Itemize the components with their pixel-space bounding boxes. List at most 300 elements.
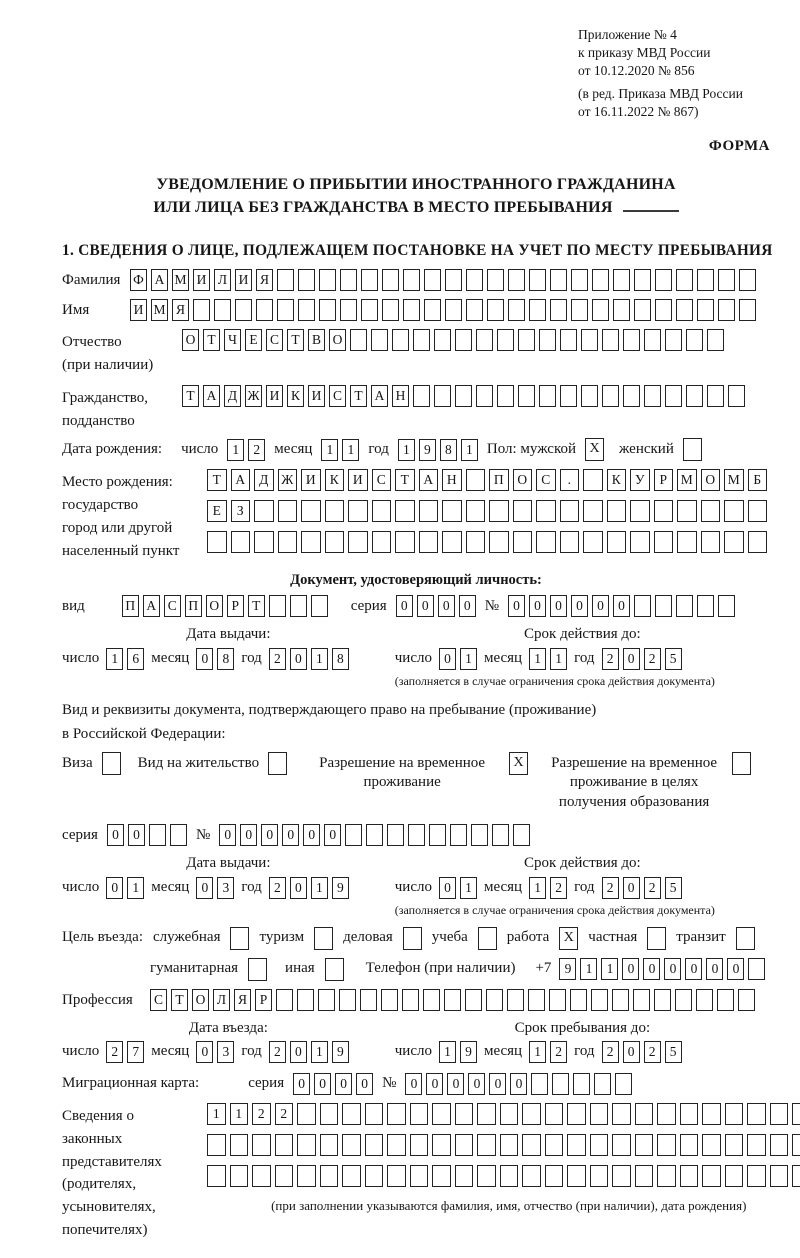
form-cell[interactable]: 2 <box>602 877 619 899</box>
form-cell[interactable] <box>432 1165 451 1187</box>
form-cell[interactable]: Д <box>224 385 241 407</box>
form-cell[interactable]: 2 <box>248 439 265 461</box>
form-cell[interactable]: 7 <box>127 1041 144 1063</box>
form-cell[interactable]: 0 <box>727 958 744 980</box>
form-cell[interactable]: С <box>372 469 392 491</box>
form-cell[interactable]: У <box>630 469 650 491</box>
form-cell[interactable]: 6 <box>127 648 144 670</box>
form-cell[interactable] <box>539 329 556 351</box>
form-cell[interactable] <box>466 269 483 291</box>
form-cell[interactable] <box>571 269 588 291</box>
form-cell[interactable]: 0 <box>447 1073 464 1095</box>
form-cell[interactable]: 0 <box>107 824 124 846</box>
form-cell[interactable]: 0 <box>196 1041 213 1063</box>
form-cell[interactable] <box>770 1165 789 1187</box>
form-cell[interactable] <box>697 595 714 617</box>
form-cell[interactable] <box>531 1073 548 1095</box>
form-cell[interactable]: 3 <box>217 877 234 899</box>
form-cell[interactable]: 0 <box>468 1073 485 1095</box>
form-cell[interactable]: 1 <box>439 1041 456 1063</box>
form-cell[interactable]: 0 <box>623 877 640 899</box>
form-cell[interactable]: 0 <box>459 595 476 617</box>
form-cell[interactable] <box>450 824 467 846</box>
form-cell[interactable]: 0 <box>128 824 145 846</box>
form-cell[interactable] <box>325 500 345 522</box>
form-cell[interactable] <box>276 989 293 1011</box>
form-cell[interactable]: Л <box>213 989 230 1011</box>
form-cell[interactable]: 0 <box>623 1041 640 1063</box>
form-cell[interactable] <box>403 269 420 291</box>
form-cell[interactable]: 0 <box>571 595 588 617</box>
form-cell[interactable]: 9 <box>559 958 576 980</box>
form-cell[interactable]: И <box>130 299 147 321</box>
purpose-study-checkbox[interactable] <box>478 927 497 950</box>
form-cell[interactable] <box>536 500 556 522</box>
form-cell[interactable] <box>254 531 274 553</box>
form-cell[interactable]: В <box>308 329 325 351</box>
form-cell[interactable]: 2 <box>269 648 286 670</box>
form-cell[interactable] <box>718 595 735 617</box>
form-cell[interactable]: 2 <box>550 1041 567 1063</box>
form-cell[interactable]: А <box>143 595 160 617</box>
form-cell[interactable] <box>442 500 462 522</box>
form-cell[interactable] <box>365 1134 384 1156</box>
form-cell[interactable]: И <box>308 385 325 407</box>
form-cell[interactable] <box>365 1103 384 1125</box>
form-cell[interactable]: 1 <box>127 877 144 899</box>
form-cell[interactable] <box>696 989 713 1011</box>
form-cell[interactable] <box>207 531 227 553</box>
form-cell[interactable]: 0 <box>664 958 681 980</box>
form-cell[interactable]: 1 <box>311 877 328 899</box>
form-cell[interactable] <box>635 1165 654 1187</box>
form-cell[interactable]: 2 <box>644 648 661 670</box>
form-cell[interactable]: 0 <box>417 595 434 617</box>
form-cell[interactable]: М <box>724 469 744 491</box>
form-cell[interactable] <box>371 329 388 351</box>
form-cell[interactable]: 0 <box>196 877 213 899</box>
form-cell[interactable] <box>522 1103 541 1125</box>
form-cell[interactable] <box>278 500 298 522</box>
form-cell[interactable]: 1 <box>321 439 338 461</box>
form-cell[interactable]: 2 <box>550 877 567 899</box>
form-cell[interactable] <box>724 500 744 522</box>
form-cell[interactable]: К <box>607 469 627 491</box>
form-cell[interactable] <box>319 299 336 321</box>
form-cell[interactable] <box>235 299 252 321</box>
form-cell[interactable]: 0 <box>550 595 567 617</box>
form-cell[interactable] <box>348 531 368 553</box>
form-cell[interactable] <box>252 1134 271 1156</box>
form-cell[interactable] <box>615 1073 632 1095</box>
form-cell[interactable] <box>413 385 430 407</box>
form-cell[interactable]: 1 <box>460 648 477 670</box>
form-cell[interactable]: Ф <box>130 269 147 291</box>
form-cell[interactable] <box>665 385 682 407</box>
form-cell[interactable] <box>320 1165 339 1187</box>
form-cell[interactable]: Т <box>350 385 367 407</box>
form-cell[interactable]: 0 <box>335 1073 352 1095</box>
form-cell[interactable] <box>252 1165 271 1187</box>
form-cell[interactable] <box>413 329 430 351</box>
purpose-other-checkbox[interactable] <box>325 958 344 981</box>
form-cell[interactable] <box>419 531 439 553</box>
form-cell[interactable] <box>513 824 530 846</box>
form-cell[interactable]: Т <box>203 329 220 351</box>
form-cell[interactable]: А <box>203 385 220 407</box>
form-cell[interactable] <box>455 329 472 351</box>
form-cell[interactable] <box>644 329 661 351</box>
form-cell[interactable] <box>676 595 693 617</box>
purpose-tourism-checkbox[interactable] <box>314 927 333 950</box>
form-cell[interactable] <box>434 385 451 407</box>
form-cell[interactable]: Т <box>395 469 415 491</box>
option-visa-checkbox[interactable] <box>102 752 121 775</box>
form-cell[interactable]: 3 <box>217 1041 234 1063</box>
form-cell[interactable] <box>655 595 672 617</box>
form-cell[interactable] <box>445 269 462 291</box>
form-cell[interactable] <box>654 989 671 1011</box>
form-cell[interactable] <box>539 385 556 407</box>
form-cell[interactable]: 0 <box>282 824 299 846</box>
purpose-official-checkbox[interactable] <box>230 927 249 950</box>
form-cell[interactable]: 0 <box>324 824 341 846</box>
form-cell[interactable]: 1 <box>398 439 415 461</box>
form-cell[interactable] <box>492 824 509 846</box>
form-cell[interactable] <box>654 531 674 553</box>
form-cell[interactable]: О <box>329 329 346 351</box>
form-cell[interactable]: Н <box>442 469 462 491</box>
form-cell[interactable]: 1 <box>106 648 123 670</box>
form-cell[interactable] <box>320 1134 339 1156</box>
form-cell[interactable] <box>301 531 321 553</box>
form-cell[interactable] <box>573 1073 590 1095</box>
form-cell[interactable]: Л <box>214 269 231 291</box>
form-cell[interactable]: К <box>325 469 345 491</box>
form-cell[interactable] <box>654 500 674 522</box>
form-cell[interactable]: М <box>172 269 189 291</box>
form-cell[interactable] <box>592 269 609 291</box>
form-cell[interactable]: 1 <box>207 1103 226 1125</box>
form-cell[interactable] <box>655 299 672 321</box>
form-cell[interactable] <box>518 329 535 351</box>
form-cell[interactable] <box>410 1165 429 1187</box>
form-cell[interactable] <box>500 1103 519 1125</box>
form-cell[interactable] <box>612 1165 631 1187</box>
form-cell[interactable] <box>508 269 525 291</box>
form-cell[interactable] <box>360 989 377 1011</box>
form-cell[interactable] <box>567 1165 586 1187</box>
form-cell[interactable] <box>657 1134 676 1156</box>
form-cell[interactable] <box>170 824 187 846</box>
form-cell[interactable] <box>549 989 566 1011</box>
form-cell[interactable] <box>792 1134 800 1156</box>
form-cell[interactable]: О <box>192 989 209 1011</box>
form-cell[interactable]: 2 <box>602 1041 619 1063</box>
form-cell[interactable]: 0 <box>592 595 609 617</box>
form-cell[interactable]: Ж <box>245 385 262 407</box>
form-cell[interactable] <box>297 1165 316 1187</box>
form-cell[interactable]: 0 <box>643 958 660 980</box>
form-cell[interactable] <box>747 1103 766 1125</box>
form-cell[interactable] <box>466 531 486 553</box>
form-cell[interactable] <box>275 1134 294 1156</box>
form-cell[interactable] <box>387 1165 406 1187</box>
form-cell[interactable] <box>707 385 724 407</box>
form-cell[interactable] <box>724 531 744 553</box>
form-cell[interactable] <box>339 989 356 1011</box>
form-cell[interactable] <box>770 1134 789 1156</box>
form-cell[interactable] <box>366 824 383 846</box>
form-cell[interactable]: К <box>287 385 304 407</box>
form-cell[interactable]: 0 <box>261 824 278 846</box>
form-cell[interactable]: 2 <box>269 1041 286 1063</box>
form-cell[interactable] <box>612 989 629 1011</box>
form-cell[interactable] <box>717 989 734 1011</box>
form-cell[interactable]: 1 <box>580 958 597 980</box>
form-cell[interactable]: 0 <box>489 1073 506 1095</box>
form-cell[interactable] <box>465 989 482 1011</box>
form-cell[interactable]: 0 <box>622 958 639 980</box>
form-cell[interactable] <box>387 824 404 846</box>
form-cell[interactable] <box>770 1103 789 1125</box>
form-cell[interactable]: С <box>150 989 167 1011</box>
sex-female-checkbox[interactable] <box>683 438 702 461</box>
form-cell[interactable] <box>665 329 682 351</box>
form-cell[interactable] <box>311 595 328 617</box>
form-cell[interactable]: 9 <box>332 1041 349 1063</box>
form-cell[interactable]: О <box>182 329 199 351</box>
form-cell[interactable] <box>319 269 336 291</box>
form-cell[interactable] <box>630 531 650 553</box>
form-cell[interactable] <box>275 1165 294 1187</box>
form-cell[interactable] <box>738 989 755 1011</box>
option-temp-residence-education-checkbox[interactable] <box>732 752 751 775</box>
form-cell[interactable] <box>387 1103 406 1125</box>
form-cell[interactable]: 1 <box>529 877 546 899</box>
form-cell[interactable] <box>644 385 661 407</box>
form-cell[interactable] <box>429 824 446 846</box>
form-cell[interactable] <box>214 299 231 321</box>
form-cell[interactable] <box>513 500 533 522</box>
form-cell[interactable]: 0 <box>685 958 702 980</box>
form-cell[interactable]: 0 <box>405 1073 422 1095</box>
form-cell[interactable] <box>290 595 307 617</box>
form-cell[interactable] <box>254 500 274 522</box>
form-cell[interactable]: Е <box>245 329 262 351</box>
form-cell[interactable] <box>424 299 441 321</box>
form-cell[interactable] <box>545 1103 564 1125</box>
form-cell[interactable]: И <box>301 469 321 491</box>
form-cell[interactable]: 2 <box>269 877 286 899</box>
form-cell[interactable]: 2 <box>106 1041 123 1063</box>
form-cell[interactable] <box>445 299 462 321</box>
form-cell[interactable] <box>718 299 735 321</box>
form-cell[interactable] <box>297 1103 316 1125</box>
form-cell[interactable]: 0 <box>613 595 630 617</box>
purpose-transit-checkbox[interactable] <box>736 927 755 950</box>
form-cell[interactable]: 0 <box>529 595 546 617</box>
form-cell[interactable] <box>583 469 603 491</box>
form-cell[interactable] <box>432 1134 451 1156</box>
form-cell[interactable]: О <box>513 469 533 491</box>
form-cell[interactable]: П <box>489 469 509 491</box>
form-cell[interactable]: 0 <box>290 1041 307 1063</box>
form-cell[interactable] <box>680 1165 699 1187</box>
form-cell[interactable] <box>230 1134 249 1156</box>
purpose-business-checkbox[interactable] <box>403 927 422 950</box>
form-cell[interactable]: 0 <box>314 1073 331 1095</box>
form-cell[interactable]: 2 <box>644 877 661 899</box>
form-cell[interactable] <box>590 1134 609 1156</box>
form-cell[interactable]: Ж <box>278 469 298 491</box>
form-cell[interactable] <box>486 989 503 1011</box>
form-cell[interactable] <box>277 269 294 291</box>
form-cell[interactable] <box>594 1073 611 1095</box>
form-cell[interactable]: И <box>193 269 210 291</box>
form-cell[interactable] <box>633 989 650 1011</box>
form-cell[interactable]: И <box>235 269 252 291</box>
form-cell[interactable] <box>277 299 294 321</box>
form-cell[interactable] <box>518 385 535 407</box>
form-cell[interactable] <box>301 500 321 522</box>
form-cell[interactable] <box>387 1134 406 1156</box>
form-cell[interactable] <box>676 269 693 291</box>
form-cell[interactable] <box>697 269 714 291</box>
form-cell[interactable]: 2 <box>252 1103 271 1125</box>
form-cell[interactable] <box>677 500 697 522</box>
form-cell[interactable] <box>686 385 703 407</box>
form-cell[interactable] <box>466 299 483 321</box>
form-cell[interactable]: 1 <box>529 648 546 670</box>
form-cell[interactable] <box>297 989 314 1011</box>
form-cell[interactable] <box>382 299 399 321</box>
form-cell[interactable]: . <box>560 469 580 491</box>
form-cell[interactable] <box>361 269 378 291</box>
form-cell[interactable]: 8 <box>217 648 234 670</box>
form-cell[interactable]: Т <box>287 329 304 351</box>
form-cell[interactable]: П <box>122 595 139 617</box>
form-cell[interactable] <box>686 329 703 351</box>
form-cell[interactable]: О <box>701 469 721 491</box>
form-cell[interactable] <box>432 1103 451 1125</box>
form-cell[interactable] <box>635 1134 654 1156</box>
form-cell[interactable] <box>466 500 486 522</box>
form-cell[interactable]: 2 <box>275 1103 294 1125</box>
form-cell[interactable] <box>466 469 486 491</box>
form-cell[interactable] <box>545 1165 564 1187</box>
form-cell[interactable] <box>739 299 756 321</box>
form-cell[interactable]: Н <box>392 385 409 407</box>
form-cell[interactable] <box>635 1103 654 1125</box>
form-cell[interactable] <box>623 385 640 407</box>
form-cell[interactable]: И <box>266 385 283 407</box>
form-cell[interactable] <box>403 299 420 321</box>
form-cell[interactable] <box>591 989 608 1011</box>
form-cell[interactable] <box>269 595 286 617</box>
form-cell[interactable] <box>477 1103 496 1125</box>
form-cell[interactable] <box>725 1165 744 1187</box>
form-cell[interactable] <box>256 299 273 321</box>
form-cell[interactable] <box>395 531 415 553</box>
form-cell[interactable]: 0 <box>510 1073 527 1095</box>
form-cell[interactable] <box>402 989 419 1011</box>
form-cell[interactable]: 1 <box>529 1041 546 1063</box>
form-cell[interactable] <box>571 299 588 321</box>
form-cell[interactable]: 9 <box>419 439 436 461</box>
form-cell[interactable] <box>634 595 651 617</box>
form-cell[interactable] <box>500 1165 519 1187</box>
form-cell[interactable]: 1 <box>342 439 359 461</box>
form-cell[interactable] <box>522 1165 541 1187</box>
form-cell[interactable]: Р <box>654 469 674 491</box>
form-cell[interactable]: 0 <box>219 824 236 846</box>
form-cell[interactable] <box>365 1165 384 1187</box>
form-cell[interactable] <box>522 1134 541 1156</box>
form-cell[interactable] <box>725 1103 744 1125</box>
form-cell[interactable] <box>581 329 598 351</box>
form-cell[interactable] <box>675 989 692 1011</box>
form-cell[interactable] <box>592 299 609 321</box>
form-cell[interactable]: 1 <box>311 648 328 670</box>
form-cell[interactable]: Т <box>248 595 265 617</box>
form-cell[interactable] <box>372 531 392 553</box>
form-cell[interactable]: 0 <box>439 648 456 670</box>
form-cell[interactable]: 0 <box>240 824 257 846</box>
form-cell[interactable] <box>325 531 345 553</box>
form-cell[interactable] <box>230 1165 249 1187</box>
form-cell[interactable] <box>567 1134 586 1156</box>
form-cell[interactable]: 1 <box>461 439 478 461</box>
form-cell[interactable] <box>570 989 587 1011</box>
form-cell[interactable]: Е <box>207 500 227 522</box>
form-cell[interactable] <box>444 989 461 1011</box>
form-cell[interactable]: З <box>231 500 251 522</box>
purpose-private-checkbox[interactable] <box>647 927 666 950</box>
form-cell[interactable] <box>207 1165 226 1187</box>
form-cell[interactable] <box>442 531 462 553</box>
form-cell[interactable] <box>361 299 378 321</box>
form-cell[interactable]: П <box>185 595 202 617</box>
form-cell[interactable]: Я <box>172 299 189 321</box>
form-cell[interactable] <box>342 1165 361 1187</box>
form-cell[interactable] <box>680 1103 699 1125</box>
form-cell[interactable] <box>500 1134 519 1156</box>
form-cell[interactable] <box>297 1134 316 1156</box>
form-cell[interactable] <box>476 385 493 407</box>
form-cell[interactable]: 1 <box>230 1103 249 1125</box>
form-cell[interactable] <box>583 531 603 553</box>
form-cell[interactable] <box>702 1103 721 1125</box>
form-cell[interactable]: 2 <box>602 648 619 670</box>
form-cell[interactable] <box>513 531 533 553</box>
form-cell[interactable] <box>739 269 756 291</box>
form-cell[interactable]: 1 <box>311 1041 328 1063</box>
form-cell[interactable] <box>655 269 672 291</box>
form-cell[interactable] <box>455 1134 474 1156</box>
form-cell[interactable] <box>342 1134 361 1156</box>
form-cell[interactable]: А <box>231 469 251 491</box>
form-cell[interactable]: 9 <box>332 877 349 899</box>
form-cell[interactable] <box>410 1103 429 1125</box>
form-cell[interactable] <box>748 531 768 553</box>
form-cell[interactable]: Р <box>255 989 272 1011</box>
form-cell[interactable] <box>677 531 697 553</box>
form-cell[interactable] <box>590 1103 609 1125</box>
form-cell[interactable] <box>477 1165 496 1187</box>
form-cell[interactable] <box>381 989 398 1011</box>
form-cell[interactable]: 1 <box>550 648 567 670</box>
